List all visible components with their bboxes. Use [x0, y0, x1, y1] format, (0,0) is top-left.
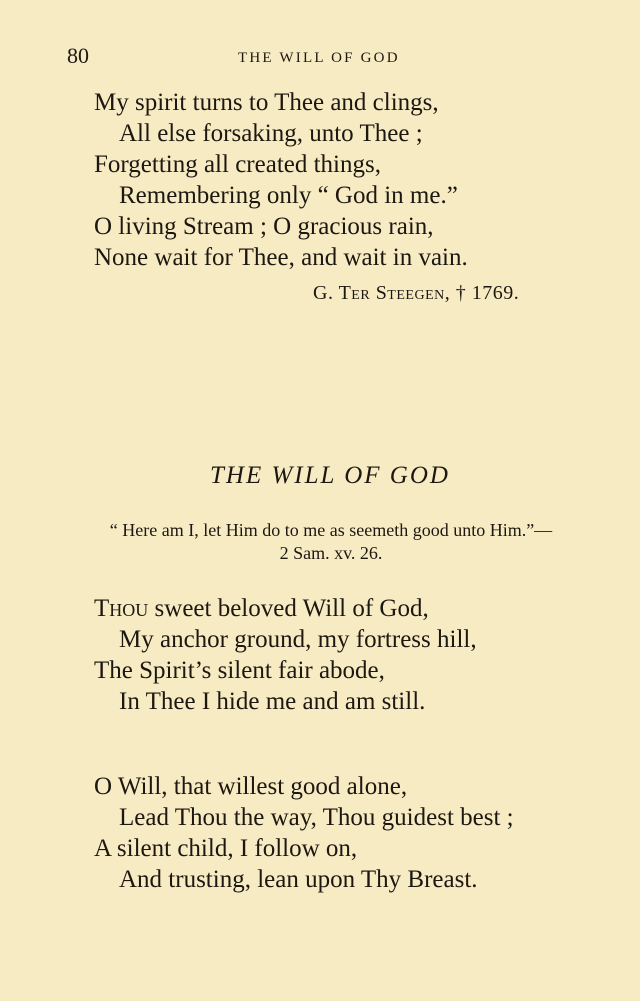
poem-line: Lead Thou the way, Thou guidest best ; [119, 804, 514, 831]
poem-line: O Will, that willest good alone, [94, 773, 408, 800]
poem-line: My spirit turns to Thee and clings, [94, 89, 439, 116]
poem-line: None wait for Thee, and wait in vain. [94, 244, 468, 271]
poem-line: Forgetting all created things, [94, 151, 381, 178]
poem-line: The Spirit’s silent fair abode, [94, 657, 385, 684]
poem-line: In Thee I hide me and am still. [119, 688, 426, 715]
poem-line: All else forsaking, unto Thee ; [119, 120, 423, 147]
poem-line: O living Stream ; O gracious rain, [94, 213, 434, 240]
poem-line: My anchor ground, my fortress hill, [119, 626, 477, 653]
previous-poem-stanza [94, 87, 468, 273]
poem-line: A silent child, I follow on, [94, 835, 358, 862]
stanza-1 [94, 593, 477, 717]
first-word: Thou [94, 595, 149, 622]
attribution: G. Ter Steegen, † 1769. [313, 282, 520, 304]
poem-line: Remembering only “ God in me.” [119, 182, 458, 209]
poem-title: THE WILL OF GOD [210, 462, 450, 489]
line-rest: sweet beloved Will of God, [148, 595, 429, 622]
page-number: 80 [67, 43, 89, 68]
poem-line: And trusting, lean upon Thy Breast. [119, 866, 478, 893]
epigraph: “ Here am I, let Him do to me as seemeth good unto Him.”—2 Sam. xv. 26. [109, 520, 553, 563]
stanza-2 [94, 771, 514, 895]
poem-line [94, 593, 477, 624]
running-head: THE WILL OF GOD [238, 50, 400, 66]
